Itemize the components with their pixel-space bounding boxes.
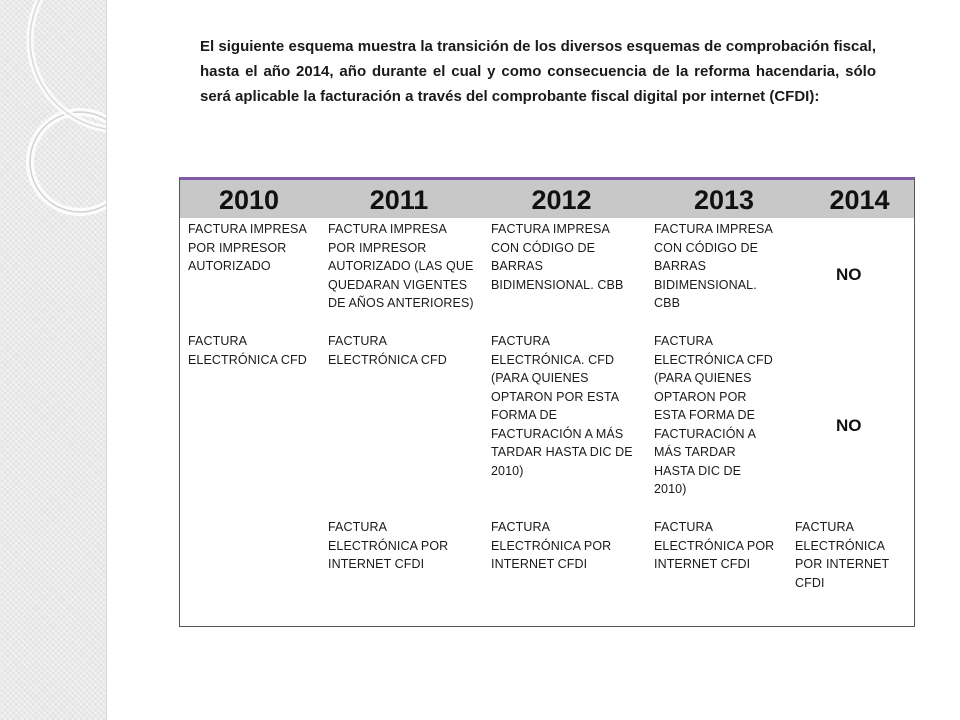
cell-2012-internet-cfdi: FACTURA ELECTRÓNICA POR INTERNET CFDI <box>491 520 612 571</box>
table-header-row <box>180 180 914 218</box>
cell-2013-internet-cfdi: FACTURA ELECTRÓNICA POR INTERNET CFDI <box>654 520 775 571</box>
cell-2010-electronic-cfd: FACTURA ELECTRÓNICA CFD <box>188 334 307 367</box>
year-header-2011: 2011 <box>369 185 429 215</box>
cell-2011-printed-invoice: FACTURA IMPRESA POR IMPRESOR AUTORIZADO (LAS QUE QUEDARAN VIGENTES DE AÑOS ANTERIORES) <box>328 222 474 310</box>
cell-2011-internet-cfdi: FACTURA ELECTRÓNICA POR INTERNET CFDI <box>328 520 449 571</box>
cell-2014-internet-cfdi: FACTURA ELECTRÓNICA POR INTERNET CFDI <box>795 520 890 590</box>
decorative-side-band <box>0 0 107 720</box>
year-header-2014: 2014 <box>829 185 890 215</box>
cell-2014-electronic-cfd-no: NO <box>836 416 862 435</box>
invoice-transition-table <box>179 177 915 627</box>
intro-paragraph: El siguiente esquema muestra la transición de los diversos esquemas de comprobación fiscal, hasta el año 2014, año durante el cual y como consecuencia de la reforma hacendaria, sólo será aplicable la facturación a través del comprobante fiscal digital por internet (CFDI): <box>200 38 876 105</box>
decorative-circles <box>0 0 106 720</box>
cell-2012-printed-invoice: FACTURA IMPRESA CON CÓDIGO DE BARRAS BIDIMENSIONAL. CBB <box>491 222 624 292</box>
year-header-2010: 2010 <box>218 185 280 215</box>
cell-2011-electronic-cfd: FACTURA ELECTRÓNICA CFD <box>328 334 447 367</box>
cell-2013-electronic-cfd: FACTURA ELECTRÓNICA CFD (PARA QUIENES OPTARON POR ESTA FORMA DE FACTURACIÓN A MÁS TARDAR HASTA DIC DE 2010) <box>654 334 773 496</box>
cell-2012-electronic-cfd: FACTURA ELECTRÓNICA. CFD (PARA QUIENES OPTARON POR ESTA FORMA DE FACTURACIÓN A MÁS TARDAR HASTA DIC DE 2010) <box>491 334 633 478</box>
cell-2010-printed-invoice: FACTURA IMPRESA POR IMPRESOR AUTORIZADO <box>188 222 307 273</box>
cell-2013-printed-invoice: FACTURA IMPRESA CON CÓDIGO DE BARRAS BIDIMENSIONAL. CBB <box>654 222 773 310</box>
year-header-2013: 2013 <box>693 185 755 215</box>
cell-2014-printed-invoice-no: NO <box>836 265 862 284</box>
year-header-2012: 2012 <box>531 185 592 215</box>
